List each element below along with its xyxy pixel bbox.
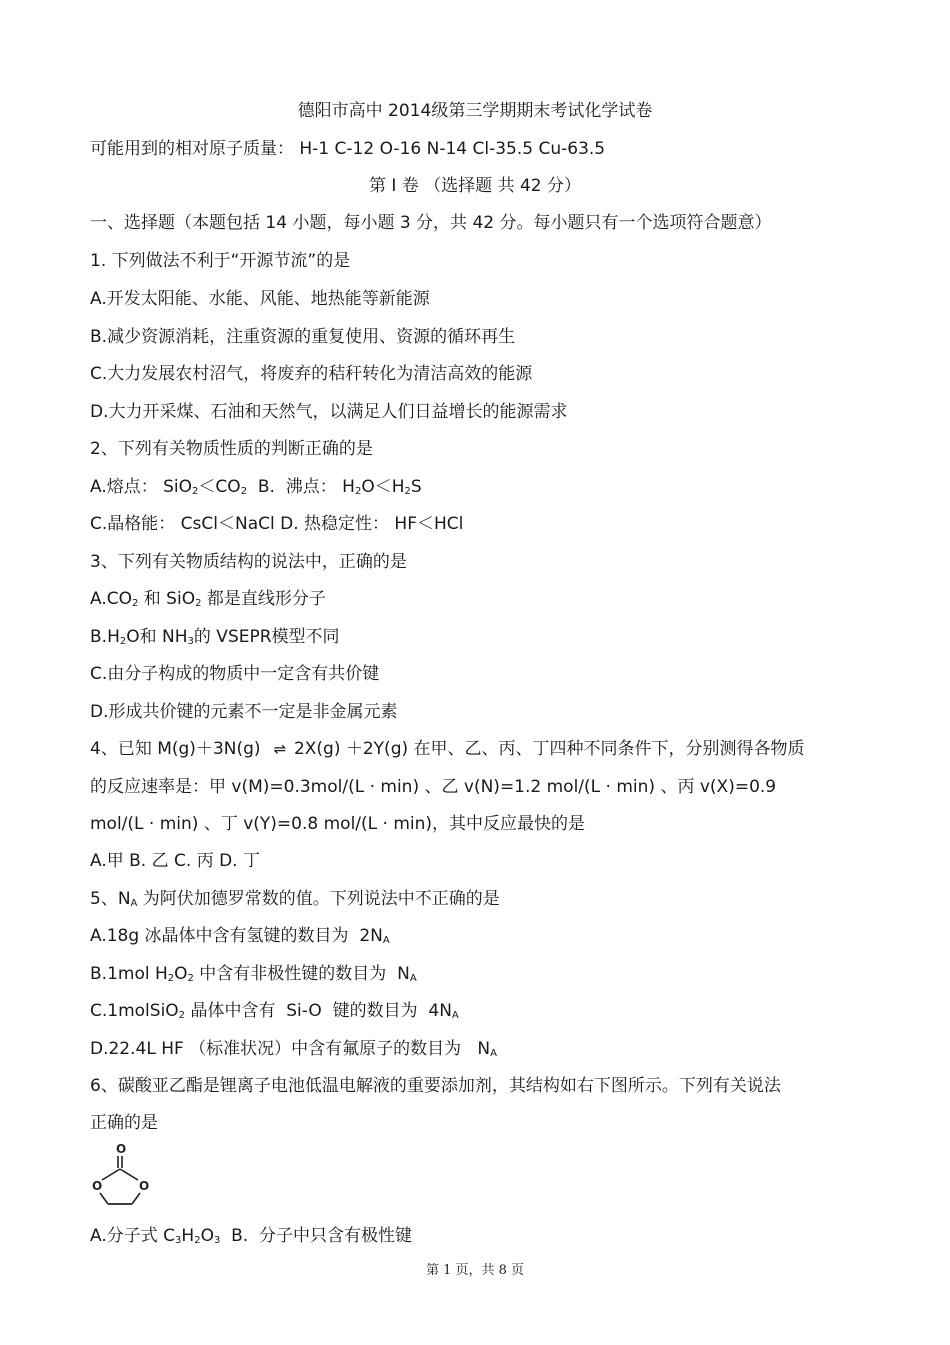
equilibrium-arrow-icon: ⇌ — [273, 740, 287, 758]
atom-o-right: O — [139, 1179, 150, 1193]
q5-stem: 5、$N_A$ 为阿伏加德罗常数的值。下列说法中不正确的是 — [90, 889, 500, 909]
q2-stem: 2、下列有关物质性质的判断正确的是 — [90, 439, 373, 459]
q4-line1: 4、已知 M(g)＋3N(g) ⇌ 2X(g) ＋2Y(g) 在甲、乙、丙、丁四种不同条件下，分别测得各物质 — [90, 739, 805, 759]
q3-option-b: $B.H_2O$和 $NH_3$的 VSEPR模型不同 — [90, 627, 340, 647]
section-title: 第 I 卷 （选择题 共 42 分） — [368, 176, 582, 196]
q5-option-d: D.22.4L HF （标准状况）中含有氟原子的数目为 $N_A$ — [90, 1039, 497, 1059]
q2-options-cd: C.晶格能： CsCl＜NaCl D. 热稳定性： HF＜HCl — [90, 514, 464, 534]
q4-options: A.甲 B. 乙 C. 丙 D. 丁 — [90, 851, 260, 871]
q6-line2: 正确的是 — [90, 1113, 158, 1133]
q1-option-c: C.大力发展农村沼气，将废弃的秸秆转化为清洁高效的能源 — [90, 364, 533, 384]
q6-options-ab: A.分子式 $C_3H_2O_3$ B. 分子中只含有极性键 — [90, 1226, 413, 1246]
q5-option-a: A.18g 冰晶体中含有氢键的数目为 $2N_A$ — [90, 926, 390, 946]
atom-o-left: O — [92, 1179, 103, 1193]
q3-option-c: C.由分子构成的物质中一定含有共价键 — [90, 664, 380, 684]
q5-option-b: B.1mol $H_2O_2$ 中含有非极性键的数目为 $N_A$ — [90, 964, 417, 984]
q3-option-a: $A.CO_2$ 和 SiO$_2$ 都是直线形分子 — [90, 589, 326, 609]
q3-option-d: D.形成共价键的元素不一定是非金属元素 — [90, 702, 398, 722]
page-footer: 第 1 页，共 8 页 — [425, 1263, 525, 1278]
atomic-masses: 可能用到的相对原子质量： H-1 C-12 O-16 N-14 Cl-35.5 Cu-63.5 — [90, 139, 606, 159]
section-intro: 一、选择题（本题包括 14 小题，每小题 3 分，共 42 分。每小题只有一个选项符合题意） — [90, 213, 772, 233]
q2-options-ab: A.熔点： $SiO_2<CO_2$ B. 沸点： $H_2O<H_2S$ — [90, 477, 422, 497]
q1-stem: 1. 下列做法不利于“开源节流”的是 — [90, 251, 351, 271]
q4-line2: 的反应速率是：甲 v(M)=0.3mol/(L · min) 、乙 v(N)=1.2 mol/(L · min) 、丙 v(X)=0.9 — [90, 777, 777, 797]
atom-o-top: O — [116, 1142, 127, 1156]
q4-line3: mol/(L · min) 、丁 v(Y)=0.8 mol/(L · min)，其中反应最快的是 — [90, 814, 586, 834]
q5-option-c: C.1molSiO$_2$ 晶体中含有 Si-O 键的数目为 $4N_A$ — [90, 1001, 459, 1021]
q1-option-b: B.减少资源消耗，注重资源的重复使用、资源的循环再生 — [90, 327, 516, 347]
ethylene-carbonate-structure — [88, 1140, 152, 1210]
q1-option-a: A.开发太阳能、水能、风能、地热能等新能源 — [90, 289, 430, 309]
q1-option-d: D.大力开采煤、石油和天然气，以满足人们日益增长的能源需求 — [90, 402, 568, 422]
q6-line1: 6、碳酸亚乙酯是锂离子电池低温电解液的重要添加剂，其结构如右下图所示。下列有关说法 — [90, 1076, 781, 1096]
q3-stem: 3、下列有关物质结构的说法中，正确的是 — [90, 552, 407, 572]
exam-title: 德阳市高中 2014级第三学期期末考试化学试卷 — [297, 101, 653, 121]
